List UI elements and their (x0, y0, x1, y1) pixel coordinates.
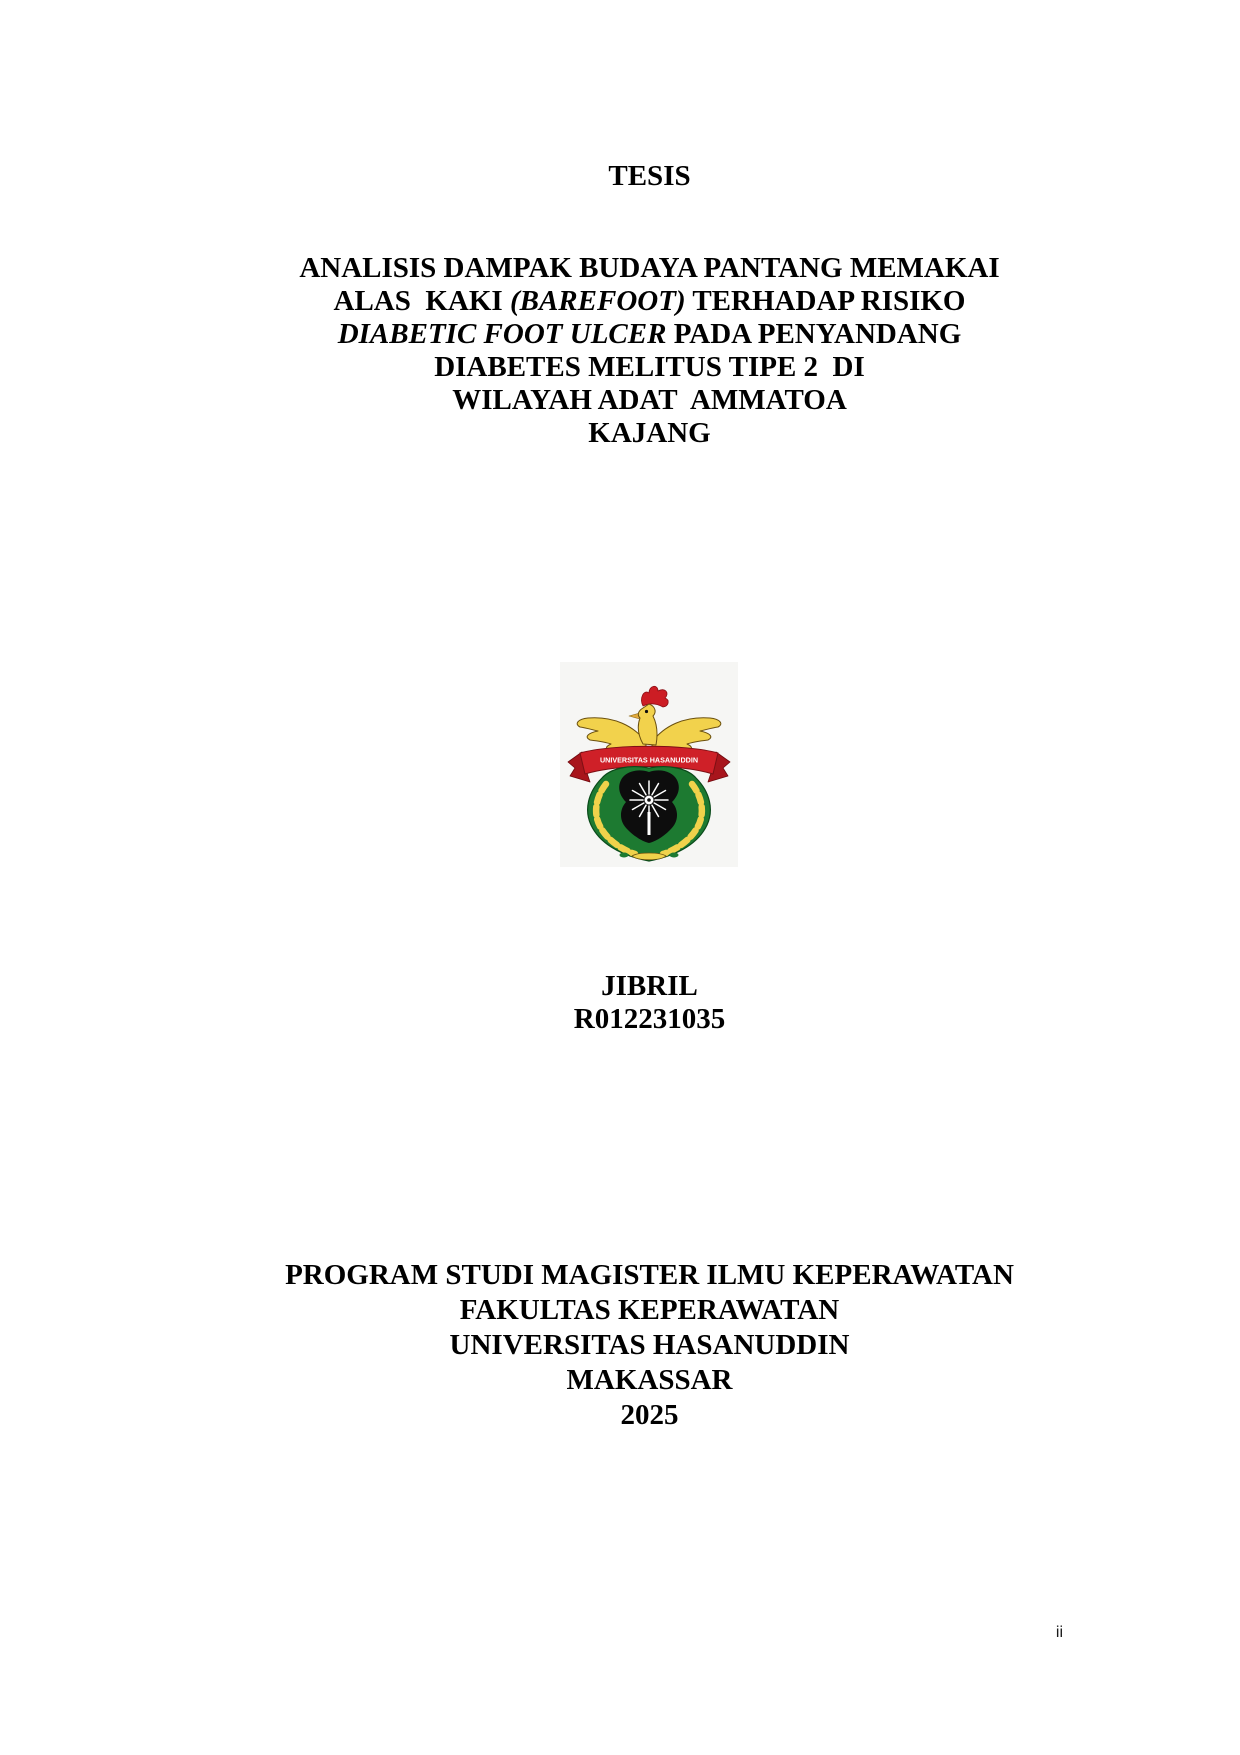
institution-faculty: FAKULTAS KEPERAWATAN (459, 1294, 840, 1326)
title-line-1: ANALISIS DAMPAK BUDAYA PANTANG MEMAKAI (299, 252, 1000, 284)
universitas-hasanuddin-logo (560, 662, 738, 867)
university-crest-icon (560, 662, 738, 867)
title-line-2: ALAS KAKI (BAREFOOT) TERHADAP RISIKO (333, 285, 966, 317)
thesis-title (236, 252, 1063, 450)
title-line-4: DIABETES MELITUS TIPE 2 DI (434, 351, 865, 383)
title-line-3-italic: DIABETIC FOOT ULCER (337, 318, 667, 350)
author-name: JIBRIL (601, 970, 698, 1002)
thesis-type-label: TESIS (608, 160, 691, 192)
logo-banner-text: UNIVERSITAS HASANUDDIN (599, 755, 699, 765)
institution-year: 2025 (620, 1399, 679, 1431)
title-line-6: KAJANG (588, 417, 711, 449)
institution-program: PROGRAM STUDI MAGISTER ILMU KEPERAWATAN (285, 1259, 1014, 1291)
page-number: ii (1055, 1624, 1063, 1641)
institution-university: UNIVERSITAS HASANUDDIN (449, 1329, 850, 1361)
title-line-5: WILAYAH ADAT AMMATOA (452, 384, 847, 416)
institution-block (236, 1258, 1063, 1433)
title-line-3: DIABETIC FOOT ULCER PADA PENYANDANG (337, 318, 962, 350)
author-block (236, 970, 1063, 1036)
title-line-2-italic: (BAREFOOT) (509, 285, 686, 317)
author-student-id: R012231035 (573, 1003, 726, 1035)
institution-city: MAKASSAR (566, 1364, 733, 1396)
